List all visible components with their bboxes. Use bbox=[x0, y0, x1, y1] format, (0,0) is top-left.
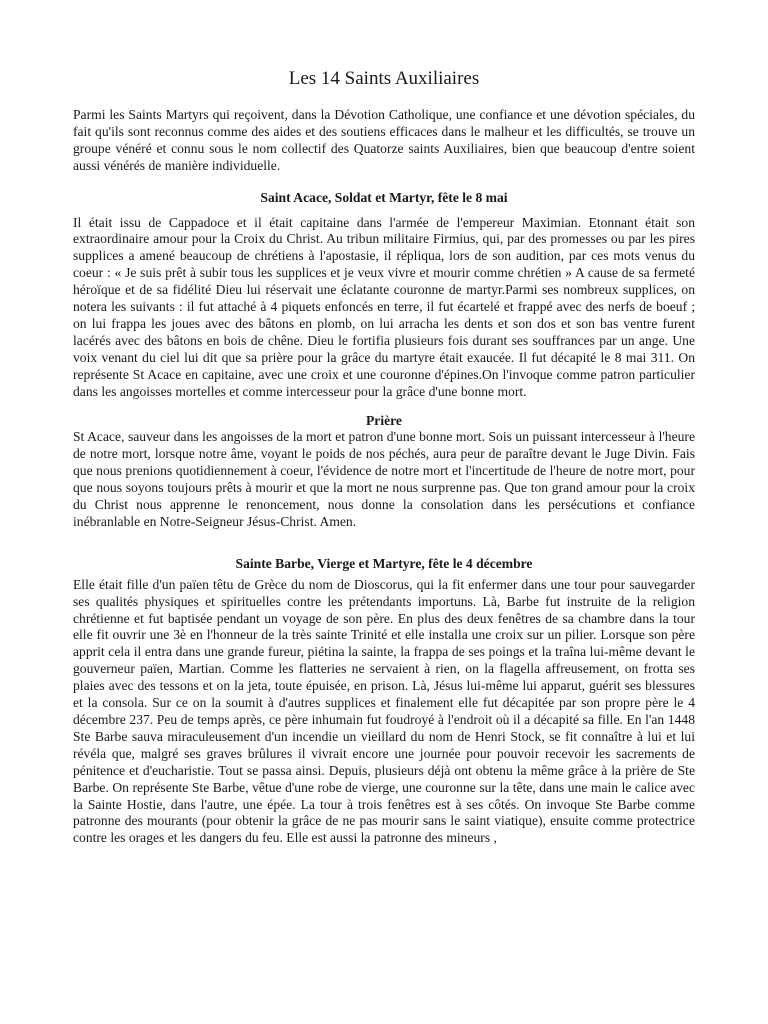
prayer-heading: Prière bbox=[366, 412, 402, 428]
section-body: Il était issu de Cappadoce et il était capitaine dans l'armée de l'empereur Maximian. Etonnant était son extraordinaire amour pour la Croix du Christ. Au tribun militaire Firmius, qui, par des promesses ou par les pires supplices a amené beaucoup de chrétiens à l'apostasie, il répliqua, lors de son audition, par ces mots venus du coeur : « Je suis prêt à subir tous les supplices et je veux vivre et mourir comme chrétien » A cause de sa fermeté héroïque et de sa fidélité Dieu lui réservait une éclatante couronne de martyr.Parmi ses nombreux supplices, on notera les suivants : il fut attaché à 4 piquets enfoncés en terre, il fut écartelé et frappé avec des nerfs de boeuf ; on lui frappa les joues avec des bâtons en plomb, on lui arracha les dents et son dos et son bas ventre furent lacérés avec des bâtons en bois de chêne. Dieu le fortifia plusieurs fois durant ses souffrances par un ange. Une voix venant du ciel lui dit que sa prière pour la grâce du martyre était exaucée. Il fut décapité le 8 mai 311. On représente St Acace en capitaine, avec une croix et une couronne d'épines.On l'invoque comme patron particulier dans les angoisses mortelles et comme intercesseur pour la grâce d'une bonne mort. bbox=[73, 214, 695, 399]
document-page bbox=[73, 68, 695, 847]
prayer-paragraph: St Acace, sauveur dans les angoisses de la mort et patron d'une bonne mort. Sois un puissant intercesseur à l'heure de notre mort, lorsque notre âme, voyant le poids de nos péchés, aura peur de paraître devant le Juge Divin. Fais que nous prenions quotidiennement à coeur, l'évidence de notre mort et l'incertitude de l'heure de notre mort, pour que nous soyons toujours prêts à mourir et que la mort ne nous surprenne pas. Que ton grand amour pour la croix du Christ nous apprenne le renoncement, nous donne la consolation dans les persécutions et confiance inébranlable en Notre-Seigneur Jésus-Christ. Amen. bbox=[73, 429, 695, 529]
intro-paragraph: Parmi les Saints Martyrs qui reçoivent, dans la Dévotion Catholique, une confiance et une dévotion spéciales, du fait qu'ils sont reconnus comme des aides et des soutiens efficaces dans le malheur et les difficultés, se trouve un groupe vénéré et connu sous le nom collectif des Quatorze saints Auxiliaires, bien que beaucoup d'entre soient aussi vénérés de manière individuelle. bbox=[73, 107, 695, 173]
document-title: Les 14 Saints Auxiliaires bbox=[288, 68, 480, 89]
section-body: Elle était fille d'un païen têtu de Grèce du nom de Dioscorus, qui la fit enfermer dans une tour pour sauvegarder ses qualités physiques et spirituelles contre les prétendants importuns. Là, Barbe fut instruite de la religion chrétienne et fut baptisée pendant un voyage de son père. En plus des deux fenêtres de sa chambre dans la tour elle fit ouvrir une 3è en l'honneur de la très sainte Trinité et elle installa une croix sur un pilier. Lorsque son père apprit cela il entra dans une grande fureur, piétina la sainte, la frappa de ses poings et la traîna lui-même devant le gouverneur païen, Martian. Comme les flatteries ne servaient à rien, on la flagella affreusement, on frotta ses plaies avec des tessons et on la jeta, toute épuisée, en prison. Là, Jésus lui-même lui apparut, guérit ses blessures et la consola. Sur ce on la soumit à d'autres supplices et finalement elle fut décapitée par son propre père le 4 décembre 237. Peu de temps après, ce père inhumain fut foudroyé à l'endroit où il a décapité sa fille. En l'an 1448 Ste Barbe sauva miraculeusement d'un incendie un vieillard du nom de Henri Stock, se fit connaître à lui et lui révéla que, malgré ses graves brûlures il vivrait encore une journée pour pouvoir recevoir les sacrements de pénitence et d'eucharistie. Tout se passa ainsi. Depuis, plusieurs déjà ont obtenu la même grâce à la prière de Ste Barbe. On représente Ste Barbe, vêtue d'une robe de vierge, une couronne sur la tête, dans une main le calice avec la Sainte Hostie, dans l'autre, une épée. La tour à trois fenêtres est à ses côtés. On invoque Ste Barbe comme patronne des mourants (pour obtenir la grâce de ne pas mourir sans le saint viatique), ensuite comme protectrice contre les orages et les dangers du feu. Elle est aussi la patronne des mineurs , bbox=[73, 576, 695, 846]
section-saint-acace bbox=[73, 190, 695, 531]
section-heading: Saint Acace, Soldat et Martyr, fête le 8 mai bbox=[260, 189, 508, 205]
section-heading: Sainte Barbe, Vierge et Martyre, fête le 4 décembre bbox=[235, 555, 533, 571]
section-sainte-barbe bbox=[73, 556, 695, 847]
